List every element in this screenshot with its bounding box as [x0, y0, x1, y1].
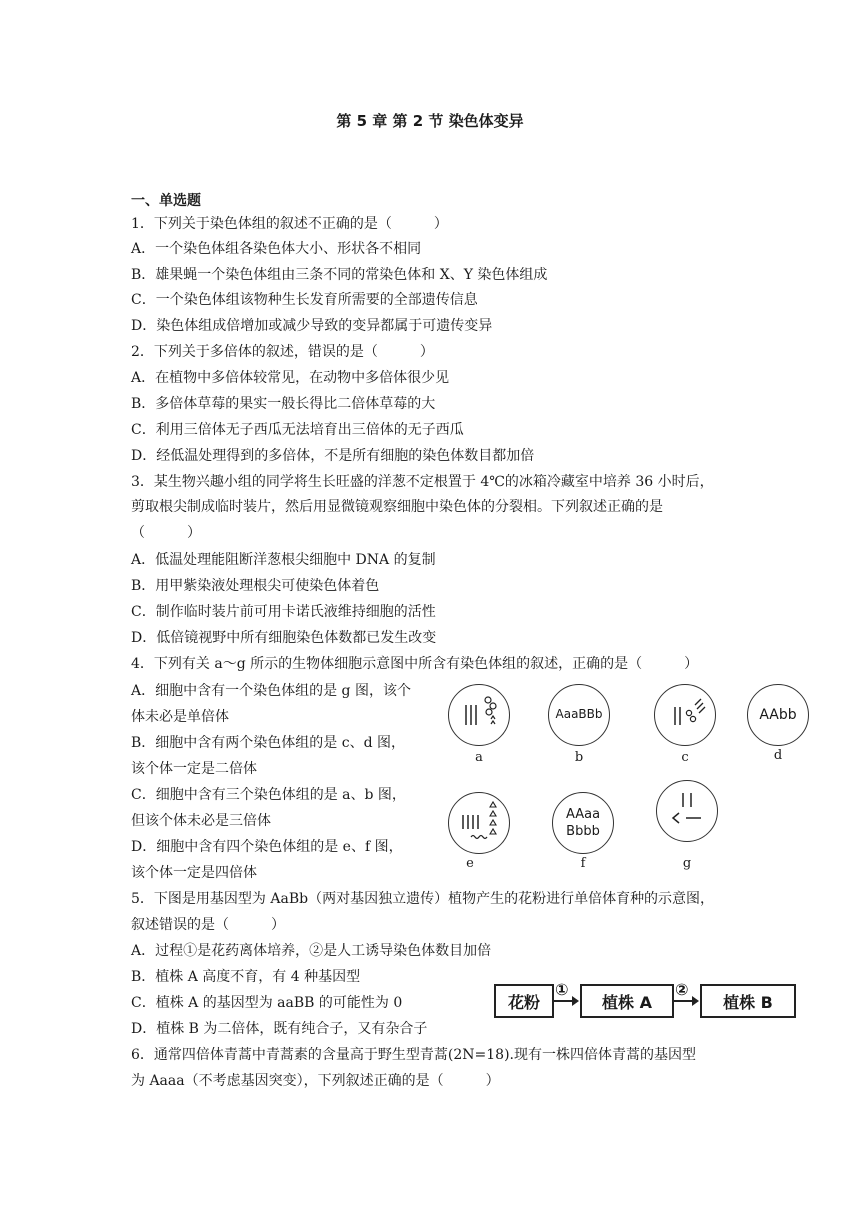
- question-4-option-c-line-1: C．细胞中含有三个染色体组的是 a、b 图，: [131, 787, 406, 803]
- question-3-option-b: B．用甲紫染液处理根尖可使染色体着色: [131, 578, 380, 594]
- cell-b: [548, 684, 610, 746]
- plant-b-label: 植株 B: [723, 992, 773, 1012]
- question-4-option-a-line-2: 体未必是单倍体: [131, 709, 229, 725]
- question-1-option-c: C．一个染色体组该物种生长发育所需要的全部遗传信息: [131, 292, 478, 308]
- cell-f-label: f: [580, 856, 586, 871]
- cell-c: [654, 684, 716, 746]
- cell-b-label: b: [574, 750, 584, 765]
- pollen-box: [494, 984, 554, 1018]
- question-3-option-d: D．低倍镜视野中所有细胞染色体数都已发生改变: [131, 630, 437, 646]
- cell-e: [448, 792, 510, 854]
- question-1-stem: 1．下列关于染色体组的叙述不正确的是（ ）: [131, 216, 448, 232]
- question-3-stem-line-2: 剪取根尖制成临时装片，然后用显微镜观察细胞中染色体的分裂相。下列叙述正确的是: [131, 499, 663, 515]
- question-6-stem-line-1: 6．通常四倍体青蒿中青蒿素的含量高于野生型青蒿(2N=18).现有一株四倍体青蒿的基因型: [131, 1047, 696, 1063]
- question-2-option-c: C．利用三倍体无子西瓜无法培育出三倍体的无子西瓜: [131, 422, 464, 438]
- cell-f-genotype-line-2: Bbbb: [566, 824, 600, 839]
- question-4-option-d-line-2: 该个体一定是四倍体: [131, 865, 257, 881]
- cell-a-chromosomes-icon: [449, 685, 511, 747]
- step-1-marker: ①: [555, 980, 569, 999]
- cell-c-chromosomes-icon: [655, 685, 717, 747]
- plant-a-label: 植株 A: [602, 992, 652, 1012]
- question-5-stem-line-2: 叙述错误的是（ ）: [131, 917, 285, 933]
- question-4-option-b-line-1: B．细胞中含有两个染色体组的是 c、d 图，: [131, 735, 405, 751]
- arrow-right-icon: [674, 994, 700, 1008]
- cell-a: [448, 684, 510, 746]
- cell-d-label: d: [773, 748, 783, 763]
- question-1-option-b: B．雄果蝇一个染色体组由三条不同的常染色体和 X、Y 染色体组成: [131, 267, 548, 283]
- question-4-option-d-line-1: D．细胞中含有四个染色体组的是 e、f 图，: [131, 839, 403, 855]
- question-2-stem: 2．下列关于多倍体的叙述，错误的是（ ）: [131, 344, 434, 360]
- cell-f: [552, 792, 614, 854]
- cell-d: [747, 684, 809, 746]
- cell-e-label: e: [466, 856, 474, 871]
- question-5-option-b: B．植株 A 高度不育，有 4 种基因型: [131, 969, 361, 985]
- cell-f-genotype-line-1: AAaa: [565, 807, 601, 822]
- question-4-stem: 4．下列有关 a～g 所示的生物体细胞示意图中所含有染色体组的叙述，正确的是（ ）: [131, 656, 699, 672]
- question-3-stem-line-3: （ ）: [131, 525, 201, 541]
- question-1-option-a: A．一个染色体组各染色体大小、形状各不相同: [131, 241, 422, 257]
- question-5-option-d: D．植株 B 为二倍体，既有纯合子，又有杂合子: [131, 1021, 428, 1037]
- plant-b-box: [700, 984, 796, 1018]
- question-3-option-a: A．低温处理能阻断洋葱根尖细胞中 DNA 的复制: [131, 552, 436, 568]
- breeding-flow-diagram: [494, 982, 804, 1022]
- cell-g-label: g: [682, 856, 692, 871]
- cell-g: [656, 780, 718, 842]
- cell-diagram: [440, 680, 830, 880]
- question-6-stem-line-2: 为 Aaaa（不考虑基因突变），下列叙述正确的是（ ）: [131, 1073, 500, 1089]
- question-2-option-b: B．多倍体草莓的果实一般长得比二倍体草莓的大: [131, 396, 436, 412]
- page-title: 第 5 章 第 2 节 染色体变异: [336, 112, 524, 130]
- question-4-option-a-line-1: A．细胞中含有一个染色体组的是 g 图，该个: [131, 683, 411, 699]
- question-1-option-d: D．染色体组成倍增加或减少导致的变异都属于可遗传变异: [131, 318, 493, 334]
- question-4-option-c-line-2: 但该个体未必是三倍体: [131, 813, 271, 829]
- question-2-option-a: A．在植物中多倍体较常见，在动物中多倍体很少见: [131, 370, 450, 386]
- question-3-stem-line-1: 3．某生物兴趣小组的同学将生长旺盛的洋葱不定根置于 4℃的冰箱冷藏室中培养 36 小时后，: [131, 474, 714, 490]
- cell-d-genotype: AAbb: [759, 707, 797, 723]
- question-3-option-c: C．制作临时装片前可用卡诺氏液维持细胞的活性: [131, 604, 436, 620]
- question-5-option-c: C．植株 A 的基因型为 aaBB 的可能性为 0: [131, 995, 403, 1011]
- cell-g-chromosomes-icon: [657, 781, 719, 843]
- cell-b-genotype: AaaBBb: [555, 707, 603, 721]
- question-5-stem-line-1: 5．下图是用基因型为 AaBb（两对基因独立遗传）植物产生的花粉进行单倍体育种的示意图，: [131, 891, 715, 907]
- cell-c-label: c: [681, 750, 689, 765]
- cell-e-chromosomes-icon: [449, 793, 511, 855]
- question-4-option-b-line-2: 该个体一定是二倍体: [131, 761, 257, 777]
- pollen-label: 花粉: [507, 992, 540, 1012]
- cell-a-label: a: [475, 750, 483, 765]
- arrow-right-icon: [554, 994, 580, 1008]
- step-2-marker: ②: [675, 980, 689, 999]
- plant-a-box: [580, 984, 674, 1018]
- question-2-option-d: D．经低温处理得到的多倍体，不是所有细胞的染色体数目都加倍: [131, 448, 535, 464]
- section-heading: 一、单选题: [131, 193, 201, 209]
- question-5-option-a: A．过程①是花药离体培养，②是人工诱导染色体数目加倍: [131, 943, 492, 959]
